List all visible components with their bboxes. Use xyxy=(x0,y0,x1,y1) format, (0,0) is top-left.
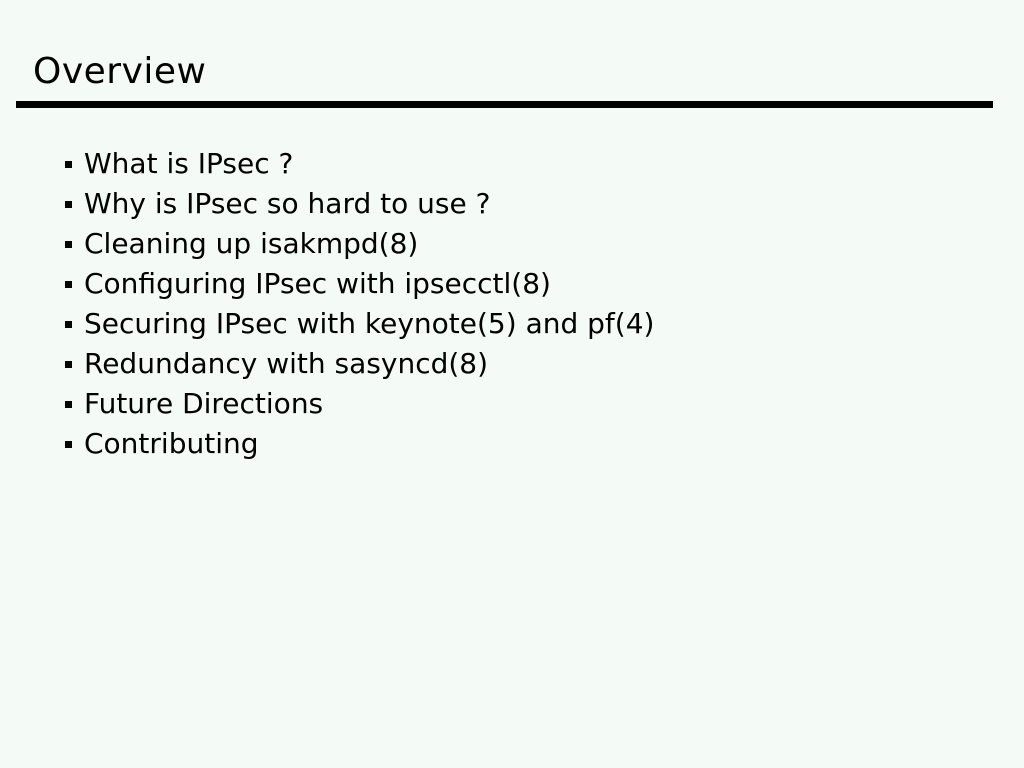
bullet-text: Configuring IPsec with ipsecctl(8) xyxy=(84,267,551,300)
square-bullet-icon xyxy=(65,321,72,328)
square-bullet-icon xyxy=(65,361,72,368)
bullet-item xyxy=(65,264,654,304)
square-bullet-icon xyxy=(65,401,72,408)
bullet-text: Redundancy with sasyncd(8) xyxy=(84,347,489,380)
bullet-item xyxy=(65,304,654,344)
square-bullet-icon xyxy=(65,161,72,168)
square-bullet-icon xyxy=(65,241,72,248)
bullet-text: Why is IPsec so hard to use ? xyxy=(84,187,491,220)
slide-title: Overview xyxy=(33,51,207,92)
bullet-item xyxy=(65,384,654,424)
bullet-text: What is IPsec ? xyxy=(84,147,294,180)
title-underline xyxy=(16,101,993,108)
bullet-text: Cleaning up isakmpd(8) xyxy=(84,227,419,260)
bullet-item xyxy=(65,144,654,184)
bullet-text: Future Directions xyxy=(84,387,324,420)
square-bullet-icon xyxy=(65,441,72,448)
bullet-item xyxy=(65,224,654,264)
square-bullet-icon xyxy=(65,201,72,208)
bullet-item xyxy=(65,424,654,464)
bullet-text: Contributing xyxy=(84,427,259,460)
bullet-list xyxy=(65,144,654,464)
bullet-item xyxy=(65,344,654,384)
bullet-text: Securing IPsec with keynote(5) and pf(4) xyxy=(84,307,655,340)
square-bullet-icon xyxy=(65,281,72,288)
bullet-item xyxy=(65,184,654,224)
